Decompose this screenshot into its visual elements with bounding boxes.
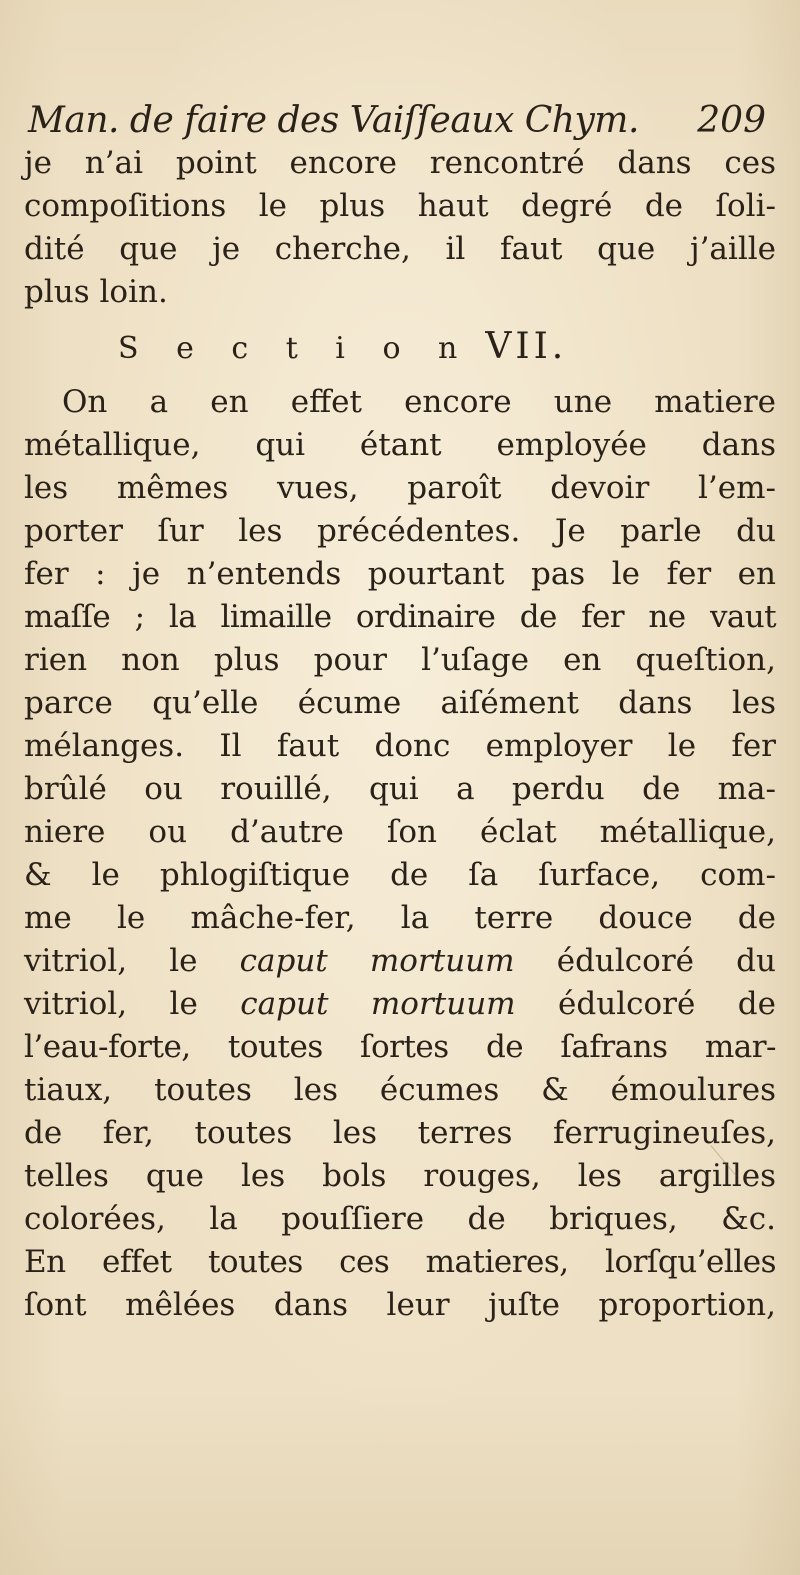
text-line: parce qu’elle écume aiſément dans les <box>24 685 776 721</box>
text-line: mélanges. Il faut donc employer le fer <box>24 728 776 764</box>
text-line: fer : je n’entends pourtant pas le fer en <box>24 556 776 592</box>
italic-term: caput mortuum <box>239 943 515 979</box>
text-line: métallique, qui étant employée dans <box>24 427 776 463</box>
text-line: rien non plus pour l’uſage en queſtion, <box>24 642 776 678</box>
page-number: 209 <box>697 100 766 141</box>
section-numeral: VII. <box>485 326 568 367</box>
text-span: édulcoré de <box>515 986 776 1022</box>
text-line: dité que je cherche, il faut que j’aille <box>24 231 776 267</box>
running-header <box>28 96 776 146</box>
text-line: maſſe ; la limaille ordinaire de fer ne vaut <box>24 599 776 635</box>
text-line: telles que les bols rouges, les argilles <box>24 1158 776 1194</box>
section-label: S e c t i o n <box>118 331 472 366</box>
text-line: je n’ai point encore rencontré dans ces <box>24 145 776 181</box>
text-line: me le mâche-fer, la terre douce de <box>24 900 776 936</box>
text-line: colorées, la pouſſiere de briques, &c. <box>24 1201 776 1237</box>
text-line: En effet toutes ces matieres, lorſqu’elles <box>24 1244 776 1280</box>
text-line: brûlé ou rouillé, qui a perdu de ma- <box>24 771 776 807</box>
italic-term: caput mortuum <box>240 986 516 1022</box>
text-span: vitriol, le <box>24 986 241 1022</box>
running-title: Man. de faire des Vaiſſeaux Chym. <box>28 100 639 141</box>
paragraph-first-line: On a en effet encore une matiere <box>62 384 776 420</box>
section-heading <box>118 324 718 370</box>
text-line: & le phlogiſtique de ſa ſurface, com- <box>24 857 776 893</box>
text-line: tiaux, toutes les écumes & émoulures <box>24 1072 776 1108</box>
text-line: ſont mêlées dans leur juſte proportion, <box>24 1287 776 1323</box>
text-line: compoſitions le plus haut degré de ſoli- <box>24 188 776 224</box>
text-line: plus loin. <box>24 274 168 310</box>
text-line: les mêmes vues, paroît devoir l’em- <box>24 470 776 506</box>
text-span: vitriol, le <box>24 943 240 979</box>
text-line: porter ſur les précédentes. Je parle du <box>24 513 776 549</box>
text-line: niere ou d’autre ſon éclat métallique, <box>24 814 776 850</box>
text-line: de fer, toutes les terres ferrugineuſes, <box>24 1115 776 1151</box>
text-line: l’eau-forte, toutes ſortes de ſafrans mar- <box>24 1029 776 1065</box>
text-line <box>24 941 776 982</box>
text-line <box>24 984 776 1025</box>
text-span: édulcoré du <box>514 943 776 979</box>
